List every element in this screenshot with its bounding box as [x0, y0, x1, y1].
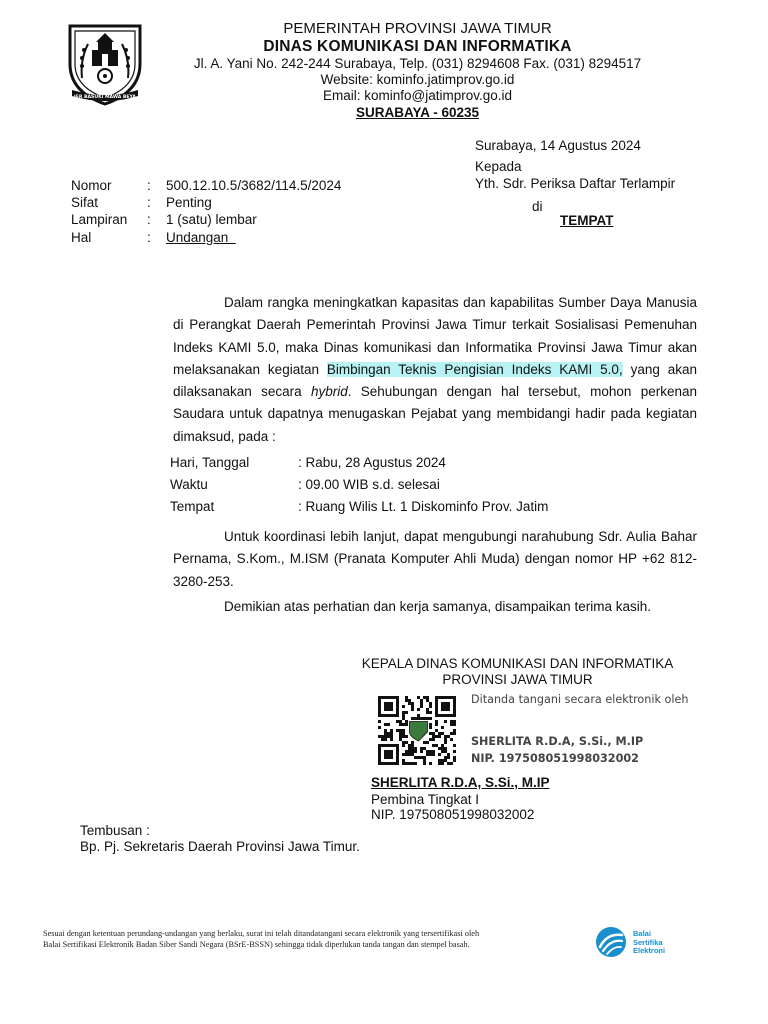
signatory-nip: NIP. 197508051998032002 — [371, 807, 535, 822]
detail-label: Hari, Tanggal — [170, 455, 250, 470]
detail-row — [170, 498, 548, 515]
letterhead-government: PEMERINTAH PROVINSI JAWA TIMUR — [283, 20, 552, 37]
meta-value-sifat: Penting — [166, 195, 212, 210]
detail-value: : 09.00 WIB s.d. selesai — [298, 477, 440, 492]
detail-row — [170, 476, 440, 493]
detail-value: : Rabu, 28 Agustus 2024 — [298, 455, 446, 470]
stamp-caption: Ditanda tangani secara elektronik oleh — [471, 693, 689, 706]
signature-title-line1: KEPALA DINAS KOMUNIKASI DAN INFORMATIKA — [361, 656, 674, 671]
recipient-kepada: Kepada — [475, 159, 522, 174]
letterhead-email: Email: kominfo@jatimprov.go.id — [322, 88, 513, 103]
p1-text: Dalam rangka meningkatkan kapasitas dan kapabilitas Sumber Daya Manusia di Perangkat Daerah Pemerintah Provinsi Jawa Timur terkait Sosialisasi Pemenuhan Indeks KAMI 5.0, maka Dinas komunikasi dan Informatika Provinsi Jawa Timur akan melaksanakan kegiatan — [173, 295, 697, 377]
footer-line: Balai Sertifikasi Elektronik Badan Siber Sandi Negara (BSrE-BSSN) sehingga tidak diperlukan tanda tangan dan stempel basah. — [43, 940, 470, 949]
meta-sep: : — [147, 230, 151, 245]
detail-value: : Ruang Wilis Lt. 1 Diskominfo Prov. Jatim — [298, 499, 549, 514]
letterhead — [150, 20, 685, 121]
detail-label: Tempat — [170, 499, 215, 514]
p1-text: yang akan dilaksanakan secara — [173, 361, 698, 400]
meta-sep: : — [147, 178, 151, 193]
body-paragraph-3: Demikian atas perhatian dan kerja samanya, disampaikan terima kasih. — [224, 599, 651, 614]
meta-label: Lampiran — [71, 212, 128, 227]
signatory-rank: Pembina Tingkat I — [371, 792, 480, 807]
meta-sep: : — [147, 195, 151, 210]
bsre-word: Sertifika — [633, 937, 663, 947]
meta-sep: : — [147, 212, 151, 227]
bsre-word: Balai — [633, 929, 651, 938]
p1-text: . Sehubungan dengan hal tersebut, mohon perkenan Saudara untuk dapatnya menugaskan Pejabat yang membidangi hadir pada kegiatan dimaksud, pada : — [173, 384, 698, 444]
bsre-disclaimer — [43, 928, 583, 950]
p1-italic: hybrid — [310, 384, 348, 400]
qr-code — [377, 695, 457, 765]
body-paragraph-1 — [173, 292, 697, 448]
recipient-place: TEMPAT — [560, 213, 614, 228]
recipient-name: Yth. Sdr. Periksa Daftar Terlampir — [475, 176, 676, 191]
cc-label: Tembusan : — [80, 823, 150, 838]
meta-label: Hal — [71, 230, 92, 245]
letterhead-agency: DINAS KOMUNIKASI DAN INFORMATIKA — [263, 38, 572, 55]
signature-title — [330, 656, 705, 687]
stamp-nip: NIP. 197508051998032002 — [471, 752, 639, 765]
meta-label: Sifat — [71, 195, 99, 210]
letterhead-address: Jl. A. Yani No. 242-244 Surabaya, Telp. (031) 8294608 Fax. (031) 8294517 — [193, 56, 642, 71]
recipient-di: di — [532, 199, 543, 214]
cc-item: Bp. Pj. Sekretaris Daerah Provinsi Jawa Timur. — [80, 839, 360, 854]
body-paragraph-2: Untuk koordinasi lebih lanjut, dapat mengubungi narahubung Sdr. Aulia Bahar Pernama, S.Kom., M.ISM (Pranata Komputer Ahli Muda) dengan nomor HP +62 812-3280-253. — [173, 529, 697, 589]
footer-line: Sesuai dengan ketentuan perundang-undangan yang berlaku, surat ini telah ditandatangani secara elektronik yang tersertifikasi oleh — [43, 929, 480, 938]
meta-value-hal: Undangan — [166, 230, 236, 245]
detail-label: Waktu — [170, 477, 208, 492]
electronic-signature-stamp — [463, 686, 733, 768]
letterhead-website: Website: kominfo.jatimprov.go.id — [320, 72, 515, 87]
meta-value-nomor: 500.12.10.5/3682/114.5/2024 — [166, 178, 342, 193]
bsre-wordmark — [633, 930, 665, 956]
meta-value-lampiran: 1 (satu) lembar — [166, 212, 257, 227]
letterhead-city: SURABAYA - 60235 — [355, 105, 480, 120]
stamp-name: SHERLITA R.D.A, S.Si., M.IP — [471, 735, 644, 748]
bsre-word: Elektroni — [633, 946, 666, 955]
signatory-name: SHERLITA R.D.A, S.Si., M.IP — [371, 775, 550, 790]
meta-label: Nomor — [71, 178, 112, 193]
logo-motto: JER BASUKI MAWA BEYA — [74, 95, 136, 100]
signature-title-line2: PROVINSI JAWA TIMUR — [442, 671, 593, 687]
jatim-coat-of-arms-logo — [66, 20, 144, 106]
detail-row — [170, 454, 446, 471]
p1-highlight: Bimbingan Teknis Pengisian Indeks KAMI 5.0, — [326, 361, 623, 377]
bsre-logo-icon — [593, 925, 629, 959]
letter-date: Surabaya, 14 Agustus 2024 — [475, 138, 641, 153]
